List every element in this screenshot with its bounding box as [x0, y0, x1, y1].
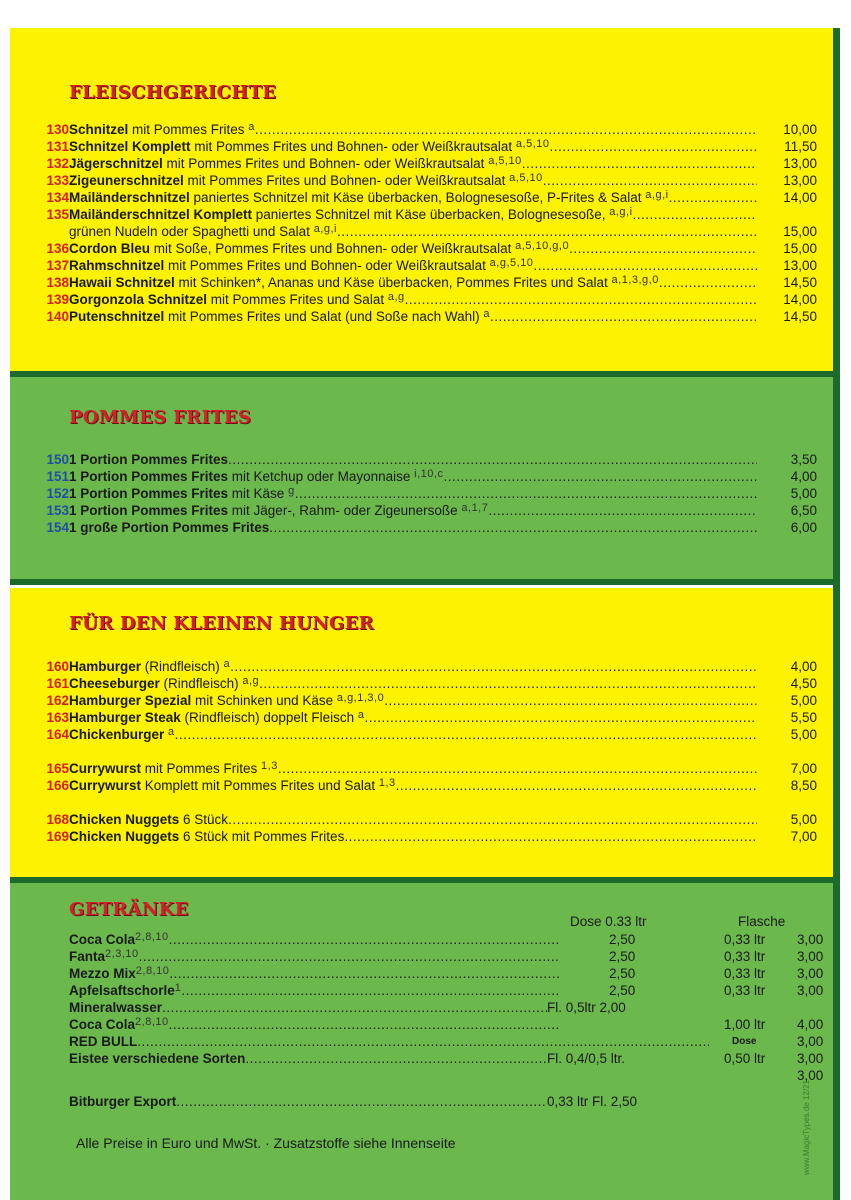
menu-item [37, 675, 817, 692]
menu-item [37, 709, 817, 726]
drink-bottle-price: 3,00 [797, 1068, 824, 1083]
menu-item [37, 519, 817, 536]
drink-item [69, 948, 829, 965]
allergen-codes: 1,3 [378, 777, 396, 789]
item-price: 4,00 [790, 469, 817, 484]
drink-name: Mineralwasser [69, 1000, 163, 1015]
item-description [69, 308, 757, 327]
allergen-codes: 2,8,10 [135, 1016, 169, 1028]
item-number: 165 [46, 761, 69, 776]
right-border [833, 28, 840, 1200]
item-detail: (Rindfleisch) [141, 659, 224, 674]
allergen-codes: g [288, 485, 295, 497]
allergen-codes: a,g,1,3,0 [336, 692, 385, 704]
item-price: 10,00 [783, 122, 817, 137]
item-detail: mit Pommes Frites und Bohnen- oder Weißkrautsalat [183, 173, 510, 188]
item-detail: paniertes Schnitzel mit Käse überbacken, Bolognesesoße, P-Frites & Salat [189, 190, 646, 205]
item-price: 11,50 [784, 139, 817, 154]
item-name: Mailänderschnitzel Komplett [69, 207, 253, 222]
item-number: 135 [46, 207, 69, 222]
item-detail: mit Pommes Frites und Bohnen- oder Weißkrautsalat [162, 156, 489, 171]
drink-item [69, 965, 829, 982]
divider [10, 579, 833, 585]
item-name: 1 Portion Pommes Frites [69, 486, 229, 501]
menu-item [37, 291, 817, 308]
drink-bottle-size: 0,33 ltr [724, 966, 766, 981]
drink-bottle-size: 0,50 ltr [724, 1051, 766, 1066]
drink-item [69, 931, 829, 948]
item-number: 137 [46, 258, 69, 273]
menu-item [37, 172, 817, 189]
allergen-codes: a [168, 726, 175, 738]
item-name: Jägerschnitzel [69, 156, 163, 171]
section-title: FÜR DEN KLEINEN HUNGER [69, 613, 374, 634]
drink-item [69, 1016, 829, 1033]
allergen-codes: 2,3,10 [105, 948, 139, 960]
item-price: 15,00 [783, 241, 817, 256]
menu-item [37, 308, 817, 325]
item-name: Chickenburger [69, 727, 165, 742]
item-description [69, 519, 757, 536]
item-price: 5,00 [790, 812, 817, 827]
menu-item [37, 257, 817, 274]
menu-item [37, 451, 817, 468]
item-number: 152 [46, 486, 69, 501]
item-detail: (Rindfleisch) [159, 676, 243, 691]
allergen-codes: 1,3 [261, 760, 278, 772]
drink-bottle-price: 3,00 [797, 932, 824, 947]
item-price: 4,00 [790, 659, 817, 674]
allergen-codes: a,1,7 [461, 502, 489, 514]
item-number: 164 [46, 727, 69, 742]
item-number: 132 [46, 156, 69, 171]
allergen-codes: 2,8,10 [135, 965, 170, 977]
drink-bottle-price: 3,00 [797, 1034, 824, 1049]
allergen-codes: a,g,i [609, 206, 633, 218]
item-name: Currywurst [69, 778, 142, 793]
drink-bottle-price: 3,00 [797, 966, 824, 981]
allergen-codes: a,g [387, 291, 405, 303]
allergen-codes: a,g,i [313, 223, 337, 235]
drink-item [69, 999, 829, 1016]
item-detail: (Rindfleisch) doppelt Fleisch [180, 710, 358, 725]
allergen-codes: a,5,10 [509, 172, 543, 184]
item-name: Cheeseburger [69, 676, 160, 691]
item-name: Hawaii Schnitzel [69, 275, 175, 290]
item-number: 130 [46, 122, 69, 137]
allergen-codes: a,g,5,10 [489, 257, 534, 269]
item-number: 163 [46, 710, 69, 725]
item-price: 13,00 [783, 156, 817, 171]
section-title: FLEISCHGERICHTE [69, 82, 277, 103]
item-price: 8,50 [790, 778, 817, 793]
item-detail: mit Käse [228, 486, 289, 501]
item-number: 131 [46, 139, 69, 154]
item-name: Putenschnitzel [69, 309, 165, 324]
drink-bottle-size: 0,33 ltr [724, 949, 766, 964]
item-price: 4,50 [790, 676, 817, 691]
drink-bottle-size: 0,33 ltr [724, 983, 766, 998]
item-name: Hamburger [69, 659, 142, 674]
item-detail: mit Pommes Frites und Bohnen- oder Weißkrautsalat [190, 139, 516, 154]
drink-name: RED BULL [69, 1034, 138, 1049]
menu-item [37, 189, 817, 206]
item-number: 153 [46, 503, 69, 518]
item-name: Hamburger Spezial [69, 693, 192, 708]
item-detail: mit Pommes Frites und Bohnen- oder Weißkrautsalat [164, 258, 490, 273]
section-kleiner-hunger [10, 588, 833, 877]
item-name: Zigeunerschnitzel [69, 173, 184, 188]
menu-item [37, 828, 817, 845]
item-detail: 6 Stück [179, 812, 229, 827]
item-price: 7,00 [790, 829, 817, 844]
item-name: Currywurst [69, 761, 142, 776]
item-number: 134 [46, 190, 69, 205]
menu-item [37, 155, 817, 172]
item-number: 168 [46, 812, 69, 827]
item-price: 3,50 [790, 452, 817, 467]
menu-item [37, 485, 817, 502]
item-detail: mit Ketchup oder Mayonnaise [228, 469, 415, 484]
item-number: 150 [46, 452, 69, 467]
section-title: GETRÄNKE [69, 899, 189, 920]
item-name: Gorgonzola Schnitzel [69, 292, 208, 307]
menu-item [37, 274, 817, 291]
item-name: 1 große Portion Pommes Frites [69, 520, 270, 535]
drink-dose-price: Fl. 0,4/0,5 ltr. [547, 1051, 626, 1066]
drink-name: Apfelsaftschorle [69, 983, 175, 998]
drink-name: Coca Cola [69, 1017, 136, 1032]
item-description [69, 777, 757, 796]
section-pommes-frites [10, 377, 833, 579]
drink-name: Coca Cola [69, 932, 136, 947]
drink-description [69, 999, 547, 1016]
item-price: 13,00 [783, 173, 817, 188]
drink-bottle-size: 0,33 ltr [724, 932, 766, 947]
menu-item [37, 760, 817, 777]
drink-bottle-price: 3,00 [797, 983, 824, 998]
drink-description [69, 1033, 709, 1050]
item-name: 1 Portion Pommes Frites [69, 469, 229, 484]
allergen-codes: a,5,10 [515, 138, 550, 150]
item-name: Mailänderschnitzel [69, 190, 190, 205]
item-detail: mit Pommes Frites und Salat [207, 292, 388, 307]
allergen-codes: i,10,c [414, 468, 444, 480]
menu-item [37, 726, 817, 743]
drink-name: Eistee verschiedene Sorten [69, 1051, 246, 1066]
menu-item [37, 692, 817, 709]
item-number: 166 [46, 778, 69, 793]
item-detail: mit Jäger-, Rahm- oder Zigeunersoße [228, 503, 462, 518]
section-getraenke [10, 883, 833, 1200]
item-number: 169 [46, 829, 69, 844]
section-title: POMMES FRITES [69, 407, 252, 428]
item-name: 1 Portion Pommes Frites [69, 503, 229, 518]
drink-bottle-price: 4,00 [797, 1017, 824, 1032]
section-fleischgerichte [10, 28, 833, 371]
menu-item [37, 777, 817, 794]
item-detail: paniertes Schnitzel mit Käse überbacken, Bolognesesoße, [252, 207, 610, 222]
column-header-dose: Dose 0.33 ltr [570, 914, 647, 929]
item-name: Schnitzel [69, 122, 129, 137]
item-number: 160 [46, 659, 69, 674]
item-number: 151 [46, 469, 69, 484]
allergen-codes: a [357, 709, 365, 721]
drink-name: Mezzo Mix [69, 966, 136, 981]
drink-name: Bitburger Export [69, 1094, 177, 1109]
drink-bottle-price: 3,00 [797, 949, 824, 964]
footer-note: Alle Preise in Euro und MwSt. · Zusatzstoffe siehe Innenseite [76, 1135, 456, 1151]
item-price: 6,50 [790, 503, 817, 518]
item-number: 139 [46, 292, 69, 307]
drink-dose-price: Fl. 0,5ltr 2,00 [547, 1000, 626, 1015]
item-description [69, 811, 757, 828]
drink-description [69, 1050, 547, 1067]
menu-item-continued [37, 223, 817, 240]
menu-item [37, 658, 817, 675]
watermark: www.MagicTypes.de 12/21 [802, 1079, 811, 1175]
item-price: 14,50 [783, 309, 817, 324]
item-price: 15,00 [783, 224, 817, 239]
drink-dose-price: 2,50 [609, 932, 636, 947]
menu-item [37, 811, 817, 828]
menu-item [37, 206, 817, 223]
drink-dose-price: 0,33 ltr Fl. 2,50 [547, 1094, 638, 1109]
drink-name: Fanta [69, 949, 106, 964]
menu-item [37, 468, 817, 485]
item-name: Rahmschnitzel [69, 258, 165, 273]
item-price: 13,00 [783, 258, 817, 273]
item-detail: mit Pommes Frites [141, 761, 262, 776]
item-number: 133 [46, 173, 69, 188]
drink-item [69, 1093, 829, 1110]
item-name: Cordon Bleu [69, 241, 150, 256]
item-number: 140 [46, 309, 69, 324]
allergen-codes: 1 [174, 982, 182, 994]
item-price: 5,00 [790, 727, 817, 742]
allergen-codes: a,g [242, 675, 260, 687]
menu-item [37, 240, 817, 257]
item-name: 1 Portion Pommes Frites [69, 452, 229, 467]
item-number: 161 [46, 676, 69, 691]
item-name: Hamburger Steak [69, 710, 181, 725]
item-price: 7,00 [790, 761, 817, 776]
allergen-codes: 2,8,10 [135, 931, 169, 943]
item-price: 14,50 [783, 275, 817, 290]
column-header-flasche: Flasche [738, 914, 786, 929]
drink-bottle-size: 1,00 ltr [724, 1017, 766, 1032]
drink-item [69, 1033, 829, 1050]
drink-bottle-price: 3,00 [797, 1051, 824, 1066]
drink-item [69, 1067, 829, 1084]
item-price: 14,00 [783, 190, 817, 205]
item-name: Chicken Nuggets [69, 812, 180, 827]
item-price: 5,50 [790, 710, 817, 725]
item-detail: mit Soße, Pommes Frites und Bohnen- oder Weißkrautsalat [150, 241, 516, 256]
menu-item [37, 121, 817, 138]
item-detail: Komplett mit Pommes Frites und Salat [141, 778, 379, 793]
item-price: 5,00 [790, 486, 817, 501]
item-number: 136 [46, 241, 69, 256]
item-name: Schnitzel Komplett [69, 139, 191, 154]
item-price: 6,00 [790, 520, 817, 535]
item-price: 5,00 [790, 693, 817, 708]
item-detail: 6 Stück mit Pommes Frites [179, 829, 345, 844]
allergen-codes: a [223, 658, 231, 670]
drink-item [69, 982, 829, 999]
item-detail: mit Pommes Frites [128, 122, 249, 137]
allergen-codes: a [483, 308, 491, 320]
drink-bottle-size: Dose [732, 1036, 757, 1047]
item-number: 138 [46, 275, 69, 290]
drink-description [69, 1093, 547, 1110]
item-name: Chicken Nuggets [69, 829, 180, 844]
allergen-codes: a [248, 121, 255, 133]
drink-dose-price: 2,50 [609, 983, 636, 998]
item-detail: mit Pommes Frites und Salat (und Soße nach Wahl) [164, 309, 484, 324]
item-detail: grünen Nudeln oder Spaghetti und Salat [69, 224, 314, 239]
menu-item [37, 138, 817, 155]
drink-dose-price: 2,50 [609, 949, 636, 964]
drink-item [69, 1050, 829, 1067]
drink-dose-price: 2,50 [609, 966, 636, 981]
item-number: 162 [46, 693, 69, 708]
menu-item [37, 502, 817, 519]
item-description [69, 828, 757, 845]
item-price: 14,00 [783, 292, 817, 307]
allergen-codes: a,1,3,g,0 [611, 274, 659, 286]
allergen-codes: a,5,10 [488, 155, 522, 167]
allergen-codes: a,5,10,g,0 [515, 240, 570, 252]
allergen-codes: a,g,i [645, 189, 669, 201]
item-description [69, 451, 757, 468]
item-number: 154 [46, 520, 69, 535]
item-detail: mit Schinken und Käse [191, 693, 337, 708]
item-detail: mit Schinken*, Ananas und Käse überbacken, Pommes Frites und Salat [174, 275, 612, 290]
item-description [69, 726, 757, 745]
